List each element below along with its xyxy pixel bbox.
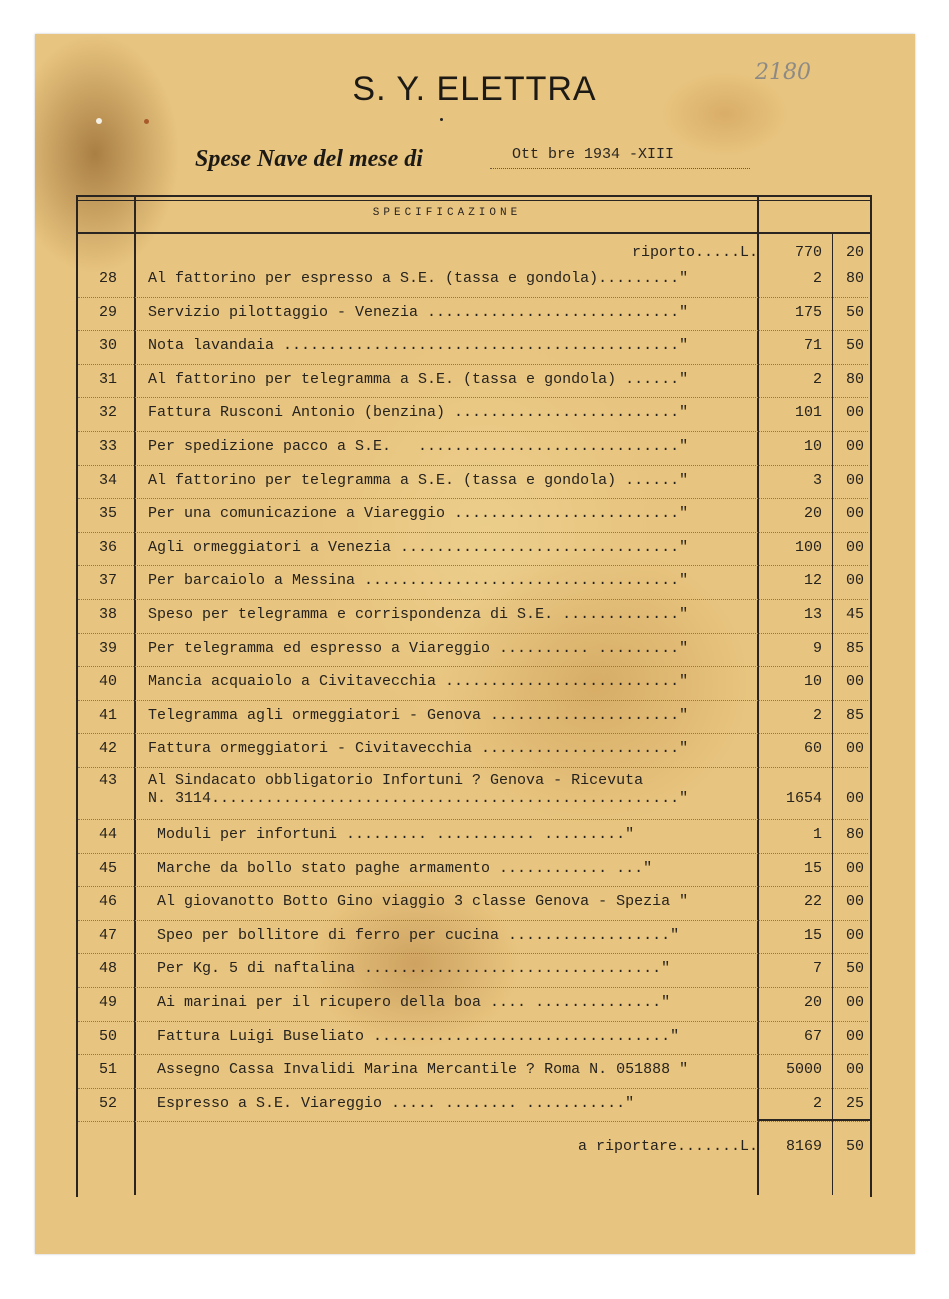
- pin-hole: [96, 118, 102, 124]
- row-number: 32: [98, 404, 117, 422]
- row-cent: 00: [845, 572, 864, 590]
- carry-out-lire: 8169: [785, 1138, 822, 1155]
- row-lire: 175: [794, 303, 822, 321]
- table-row: [78, 887, 868, 921]
- row-cent: 25: [845, 1094, 864, 1112]
- row-number: 49: [98, 994, 117, 1011]
- row-description: Al fattorino per telegramma a S.E. (tassa e gondola) ......": [148, 471, 689, 489]
- table-row: [78, 988, 868, 1022]
- row-description: Per telegramma ed espresso a Viareggio .......... .........": [148, 639, 689, 657]
- row-cent: 80: [845, 370, 864, 388]
- row-lire: 1654: [785, 790, 822, 807]
- row-cent: 50: [845, 337, 864, 355]
- row-description: Marche da bollo stato paghe armamento ............ ...": [148, 859, 653, 877]
- row-cent: 00: [845, 1027, 864, 1045]
- table-row: [78, 954, 868, 988]
- table-row: [78, 331, 868, 365]
- month-underline: [490, 168, 750, 169]
- carry-out-label: a riportare.......L.: [577, 1138, 758, 1155]
- row-lire: 67: [803, 1027, 822, 1045]
- row-lire: 20: [803, 505, 822, 523]
- table-row: [78, 533, 868, 567]
- row-number: 51: [98, 1061, 117, 1079]
- table-row: [78, 365, 868, 399]
- row-lire: 2: [812, 370, 822, 388]
- row-number: 42: [98, 740, 117, 758]
- ink-dot: [440, 118, 443, 121]
- row-cent: 00: [845, 926, 864, 944]
- row-cent: 00: [845, 1061, 864, 1079]
- table-row: [78, 854, 868, 888]
- row-description: Assegno Cassa Invalidi Marina Mercantile ? Roma N. 051888 ": [148, 1061, 689, 1079]
- row-number: 44: [98, 826, 117, 843]
- row-lire: 10: [803, 673, 822, 691]
- row-number: 46: [98, 893, 117, 911]
- row-number: 39: [98, 639, 117, 657]
- row-number: 40: [98, 673, 117, 691]
- carry-in-lire: 770: [794, 244, 822, 261]
- row-number: 48: [98, 960, 117, 978]
- table-row: [78, 566, 868, 600]
- table-row: [78, 1089, 868, 1123]
- row-cent: 80: [845, 826, 864, 843]
- row-lire: 9: [812, 639, 822, 657]
- row-rule: [78, 1121, 868, 1122]
- table-row: [78, 499, 868, 533]
- row-cent: 00: [845, 859, 864, 877]
- row-number: 43: [98, 772, 117, 789]
- row-description: Per barcaiolo a Messina ...................................": [148, 572, 689, 590]
- table-row: [78, 820, 868, 854]
- row-cent: 50: [845, 960, 864, 978]
- row-description: Per spedizione pacco a S.E. .............................": [148, 438, 689, 455]
- row-lire: 101: [794, 404, 822, 422]
- header-rule: [76, 232, 870, 234]
- row-description: Agli ormeggiatori a Venezia ...............................": [148, 538, 689, 556]
- table-row: [78, 432, 868, 466]
- row-lire: 7: [812, 960, 822, 978]
- table-row: [78, 701, 868, 735]
- row-description: Mancia acquaiolo a Civitavecchia ..........................": [148, 673, 689, 691]
- row-number: 38: [98, 606, 117, 623]
- total-rule: [758, 1119, 870, 1121]
- row-cent: 50: [845, 303, 864, 321]
- row-description: Fattura Rusconi Antonio (benzina) .........................": [148, 404, 689, 422]
- row-description: Al giovanotto Botto Gino viaggio 3 classe Genova - Spezia ": [148, 893, 689, 911]
- table-row: [78, 466, 868, 500]
- row-number: 28: [98, 270, 117, 287]
- row-lire: 5000: [785, 1061, 822, 1079]
- row-lire: 60: [803, 740, 822, 758]
- row-lire: 13: [803, 606, 822, 623]
- row-number: 29: [98, 303, 117, 321]
- row-number: 36: [98, 538, 117, 556]
- row-lire: 2: [812, 706, 822, 724]
- row-number: 41: [98, 706, 117, 724]
- row-lire: 3: [812, 471, 822, 489]
- table-row: [78, 768, 868, 820]
- row-cent: 00: [845, 893, 864, 911]
- row-lire: 2: [812, 1094, 822, 1112]
- row-description: Per una comunicazione a Viareggio .........................": [148, 505, 689, 523]
- row-lire: 15: [803, 859, 822, 877]
- row-lire: 20: [803, 994, 822, 1011]
- row-number: 30: [98, 337, 117, 355]
- row-cent: 85: [845, 639, 864, 657]
- page-title: S. Y. ELETTRA: [352, 70, 597, 108]
- month-value: Ott bre 1934 -XIII: [512, 146, 675, 163]
- row-description: Fattura ormeggiatori - Civitavecchia ......................": [148, 740, 689, 758]
- row-cent: 00: [845, 673, 864, 691]
- row-description: Per Kg. 5 di naftalina .................................": [148, 960, 671, 978]
- table-row: [78, 634, 868, 668]
- row-cent: 00: [845, 438, 864, 455]
- row-lire: 1: [812, 826, 822, 843]
- row-description: Al Sindacato obbligatorio Infortuni ? Genova - Ricevuta N. 3114....................................................": [148, 772, 689, 807]
- row-description: Espresso a S.E. Viareggio ..... ........ ...........": [148, 1094, 635, 1112]
- row-number: 33: [98, 438, 117, 455]
- row-description: Servizio pilottaggio - Venezia ............................": [148, 303, 689, 321]
- row-lire: 2: [812, 270, 822, 287]
- table-row: [78, 600, 868, 634]
- row-cent: 00: [845, 994, 864, 1011]
- row-description: Speso per telegramma e corrispondenza di S.E. .............": [148, 606, 689, 623]
- row-description: Moduli per infortuni ......... ........... .........": [148, 826, 635, 843]
- row-cent: 00: [845, 404, 864, 422]
- table-row: [78, 1055, 868, 1089]
- pencil-note: 2180: [755, 60, 811, 85]
- carry-out-row: [78, 1138, 868, 1162]
- table-row: [78, 264, 868, 298]
- row-description: Speo per bollitore di ferro per cucina ..................": [148, 926, 680, 944]
- row-description: Telegramma agli ormeggiatori - Genova .....................": [148, 706, 689, 724]
- row-number: 52: [98, 1094, 117, 1112]
- page-subtitle: Spese Nave del mese di: [195, 146, 423, 172]
- row-description: Al fattorino per telegramma a S.E. (tassa e gondola) ......": [148, 370, 689, 388]
- row-lire: 22: [803, 893, 822, 911]
- table-row: [78, 921, 868, 955]
- table-row: [78, 298, 868, 332]
- row-lire: 12: [803, 572, 822, 590]
- row-description: Al fattorino per espresso a S.E. (tassa e gondola).........": [148, 270, 689, 287]
- row-cent: 00: [845, 505, 864, 523]
- row-lire: 15: [803, 926, 822, 944]
- row-cent: 80: [845, 270, 864, 287]
- row-cent: 85: [845, 706, 864, 724]
- carry-in-row: [78, 244, 868, 264]
- row-lire: 100: [794, 538, 822, 556]
- carry-in-cent: 20: [845, 244, 864, 261]
- carry-in-label: riporto.....L.: [631, 244, 758, 261]
- table-row: [78, 1022, 868, 1056]
- table-row: [78, 398, 868, 432]
- row-description: Fattura Luigi Buseliato .................................": [148, 1027, 680, 1045]
- row-number: 37: [98, 572, 117, 590]
- column-header-specificazione: SPECIFICAZIONE: [372, 207, 522, 219]
- row-cent: 00: [845, 538, 864, 556]
- carry-out-cent: 50: [845, 1138, 864, 1155]
- row-cent: 00: [845, 471, 864, 489]
- row-description: Nota lavandaia ............................................": [148, 337, 689, 355]
- row-description: Ai marinai per il ricupero della boa .... ..............": [148, 994, 671, 1011]
- rust-mark: [144, 119, 149, 124]
- row-lire: 10: [803, 438, 822, 455]
- table-row: [78, 734, 868, 768]
- row-number: 31: [98, 370, 117, 388]
- header-rule-top: [76, 200, 870, 201]
- table-row: [78, 667, 868, 701]
- row-cent: 00: [845, 790, 864, 807]
- row-cent: 00: [845, 740, 864, 758]
- row-cent: 45: [845, 606, 864, 623]
- row-number: 34: [98, 471, 117, 489]
- row-number: 47: [98, 926, 117, 944]
- row-lire: 71: [803, 337, 822, 355]
- row-number: 35: [98, 505, 117, 523]
- row-number: 50: [98, 1027, 117, 1045]
- row-number: 45: [98, 859, 117, 877]
